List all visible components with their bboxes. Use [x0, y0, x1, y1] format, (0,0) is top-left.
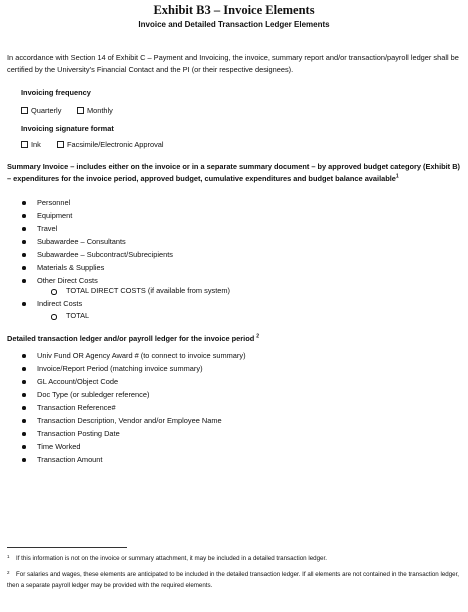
list-item: Other Direct Costs [22, 274, 173, 287]
ink-option[interactable] [21, 140, 41, 149]
list-item: Transaction Posting Date [22, 427, 246, 440]
bullet-icon [22, 279, 26, 283]
ink-label: Ink [31, 140, 41, 149]
summary-list [22, 196, 173, 287]
indirect-list [22, 297, 82, 310]
list-item: Transaction Reference# [22, 401, 246, 414]
list-item: GL Account/Object Code [22, 375, 246, 388]
invoicing-frequency-label: Invoicing frequency [21, 88, 91, 97]
bullet-icon [22, 445, 26, 449]
intro-paragraph: In accordance with Section 14 of Exhibit C – Payment and Invoicing, the invoice, summary report and/or transaction/payroll ledger shall be certified by the University’s Financial Contact and the PI (or their respective designees). [7, 53, 459, 74]
checkbox-icon[interactable] [21, 141, 28, 148]
invoicing-signature-label: Invoicing signature format [21, 124, 114, 133]
list-item: Transaction Amount [22, 453, 246, 466]
ledger-list [22, 349, 246, 466]
bullet-icon [22, 458, 26, 462]
bullet-icon [22, 393, 26, 397]
sub-list-item: TOTAL [66, 310, 89, 322]
list-item: Subawardee – Consultants [22, 235, 173, 248]
list-item: Transaction Description, Vendor and/or Employee Name [22, 414, 246, 427]
list-item: Personnel [22, 196, 173, 209]
bullet-icon [22, 201, 26, 205]
list-item: Univ Fund OR Agency Award # (to connect to invoice summary) [22, 349, 246, 362]
monthly-label: Monthly [87, 106, 113, 115]
monthly-option[interactable] [77, 106, 113, 115]
footnote-2: 2 For salaries and wages, these elements are anticipated to be included in the detailed transaction ledger. If all elements are not contained in the transaction ledger, then a separate payroll ledger may be provided with the required elements. [7, 570, 460, 589]
list-item: Travel [22, 222, 173, 235]
list-item: Equipment [22, 209, 173, 222]
list-item: Invoice/Report Period (matching invoice summary) [22, 362, 246, 375]
bullet-icon [22, 266, 26, 270]
bullet-icon [22, 419, 26, 423]
page-subtitle: Invoice and Detailed Transaction Ledger Elements [138, 20, 330, 29]
bullet-icon [22, 432, 26, 436]
page-title: Exhibit B3 – Invoice Elements [153, 3, 315, 17]
bullet-icon [22, 240, 26, 244]
quarterly-label: Quarterly [31, 106, 62, 115]
checkbox-icon[interactable] [77, 107, 84, 114]
list-item: Doc Type (or subledger reference) [22, 388, 246, 401]
list-item: Materials & Supplies [22, 261, 173, 274]
sub-list-item: TOTAL DIRECT COSTS (if available from system) [66, 285, 230, 297]
bullet-icon [22, 406, 26, 410]
footnote-divider [7, 547, 127, 548]
bullet-icon [22, 354, 26, 358]
bullet-icon [22, 253, 26, 257]
checkbox-icon[interactable] [57, 141, 64, 148]
bullet-icon [22, 380, 26, 384]
list-item: Subawardee – Subcontract/Subrecipients [22, 248, 173, 261]
facsimile-label: Facsimile/Electronic Approval [67, 140, 164, 149]
summary-invoice-heading: Summary Invoice – includes either on the invoice or in a separate summary document – by approved budget category (Exhibit B) – expenditures for the invoice period, approved budget, cumulative expenditures and budget balance available$^1$ [7, 162, 460, 183]
footnote-1: 1 If this information is not on the invoice or summary attachment, it may be included in a detailed transaction ledger. [7, 554, 327, 562]
circle-bullet-icon [51, 289, 57, 295]
bullet-icon [22, 302, 26, 306]
list-item: Time Worked [22, 440, 246, 453]
bullet-icon [22, 214, 26, 218]
ledger-heading: Detailed transaction ledger and/or payroll ledger for the invoice period $^2$ [7, 333, 260, 343]
bullet-icon [22, 367, 26, 371]
list-item: Indirect Costs [22, 297, 82, 310]
facsimile-option[interactable] [57, 140, 164, 149]
bullet-icon [22, 227, 26, 231]
quarterly-option[interactable] [21, 106, 61, 115]
circle-bullet-icon [51, 314, 57, 320]
checkbox-icon[interactable] [21, 107, 28, 114]
